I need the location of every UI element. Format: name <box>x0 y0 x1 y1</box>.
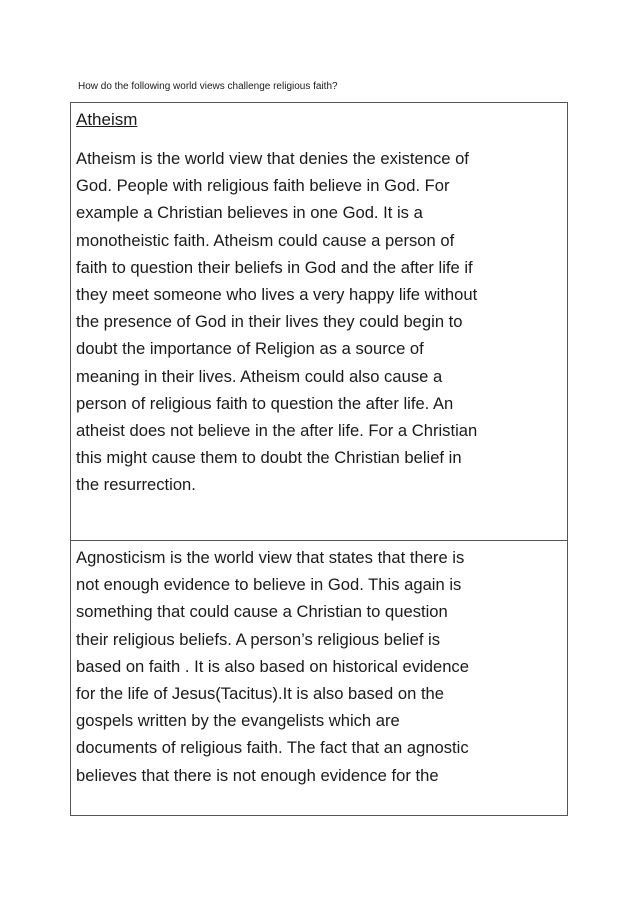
worldview-table <box>70 102 568 816</box>
text-line: something that could cause a Christian to question <box>76 602 448 622</box>
atheism-heading: Atheism <box>76 110 138 129</box>
agnosticism-paragraph <box>76 544 562 789</box>
text-line: based on faith . It is also based on historical evidence <box>76 656 469 676</box>
text-line: not enough evidence to believe in God. This again is <box>76 575 462 595</box>
text-line: the resurrection. <box>76 475 196 495</box>
atheism-paragraph <box>76 145 562 499</box>
text-line: atheist does not believe in the after life. For a Christian <box>76 421 478 441</box>
text-line: God. People with religious faith believe in God. For <box>76 176 450 196</box>
text-line: the presence of God in their lives they could begin to <box>76 312 463 332</box>
text-line: this might cause them to doubt the Christian belief in <box>76 448 462 468</box>
text-line: believes that there is not enough evidence for the <box>76 765 439 785</box>
text-line: for the life of Jesus(Tacitus).It is also based on the <box>76 684 445 704</box>
text-line: they meet someone who lives a very happy life without <box>76 285 478 305</box>
atheism-cell <box>71 103 567 540</box>
text-line: doubt the importance of Religion as a source of <box>76 339 424 359</box>
agnosticism-cell <box>71 540 567 815</box>
worksheet-question: How do the following world views challenge religious faith? <box>78 81 338 92</box>
text-line: monotheistic faith. Atheism could cause a person of <box>76 230 455 250</box>
text-line: documents of religious faith. The fact that an agnostic <box>76 738 469 758</box>
text-line: Atheism is the world view that denies the existence of <box>76 149 469 168</box>
text-line: their religious beliefs. A person’s religious belief is <box>76 629 441 649</box>
text-line: meaning in their lives. Atheism could also cause a <box>76 366 443 386</box>
text-line: person of religious faith to question the after life. An <box>76 393 454 413</box>
text-line: Agnosticism is the world view that states that there is <box>76 548 465 567</box>
text-line: gospels written by the evangelists which are <box>76 711 400 731</box>
text-line: faith to question their beliefs in God and the after life if <box>76 257 473 277</box>
text-line: example a Christian believes in one God. It is a <box>76 203 423 223</box>
